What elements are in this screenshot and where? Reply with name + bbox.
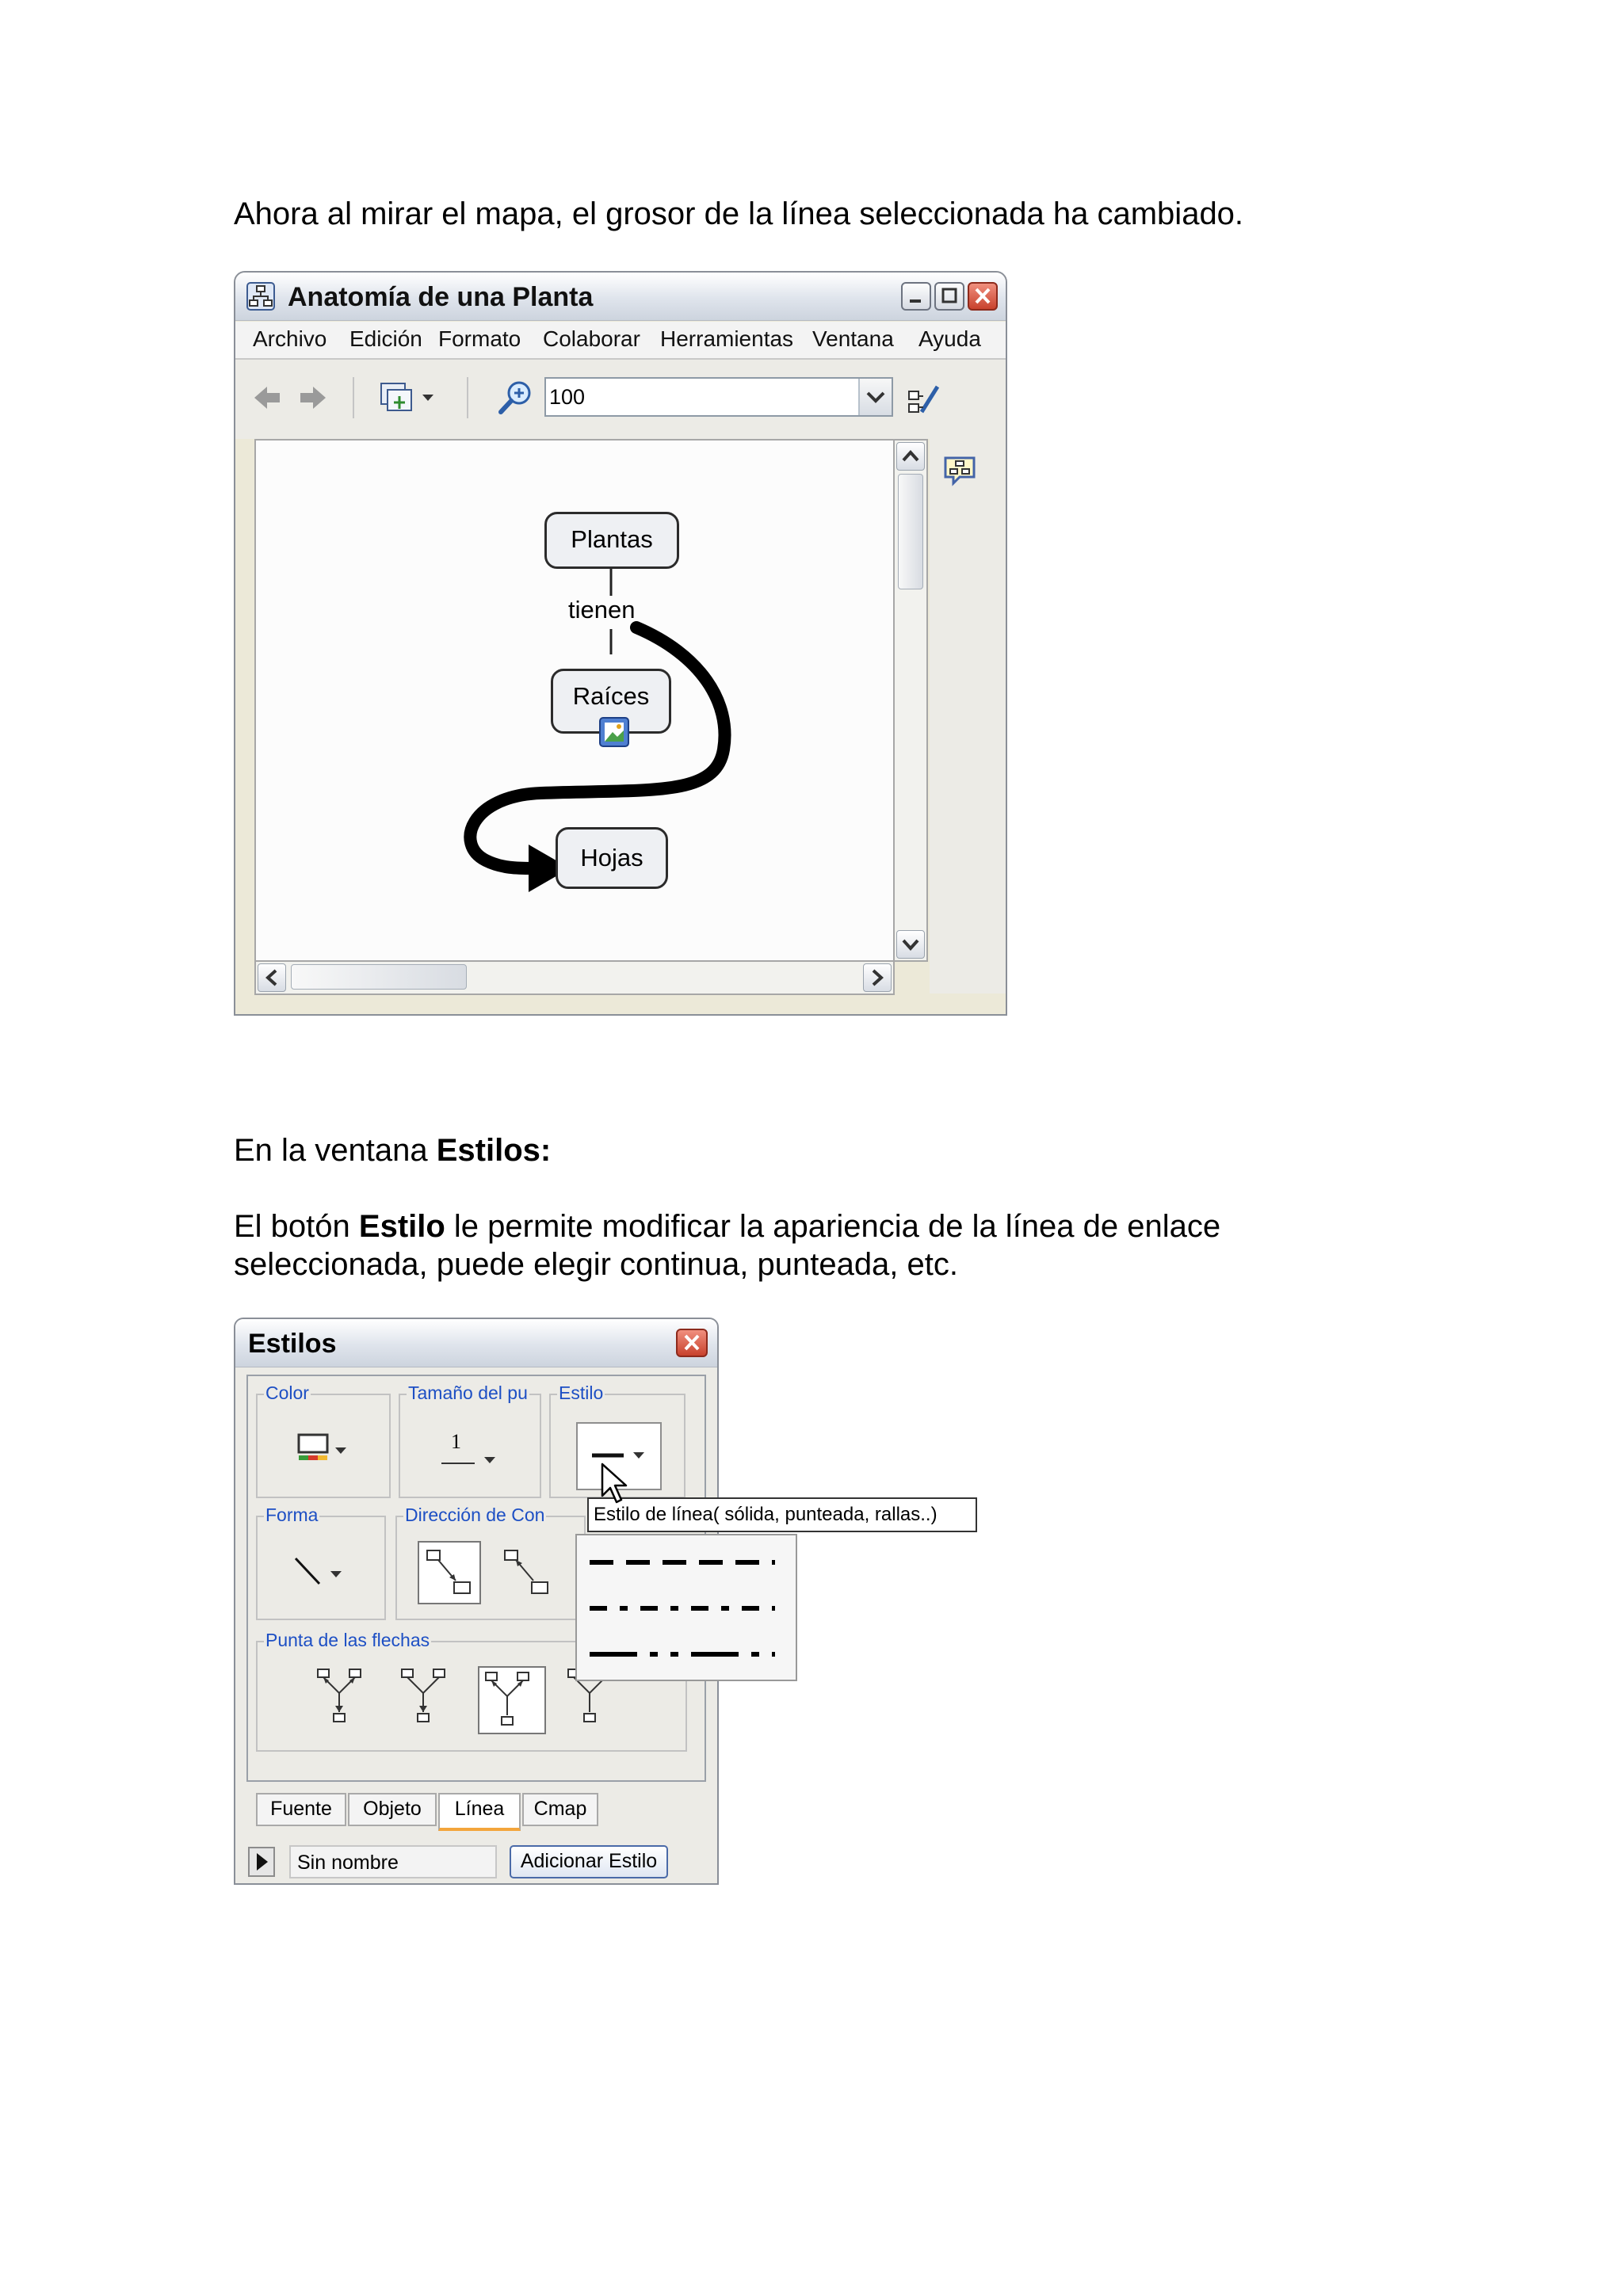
size-group bbox=[399, 1383, 541, 1498]
close-icon bbox=[678, 1330, 706, 1356]
scroll-left-button[interactable] bbox=[258, 963, 286, 992]
forward-arrow-icon[interactable] bbox=[297, 382, 329, 414]
chevron-right-icon bbox=[864, 964, 891, 991]
window-title: Anatomía de una Planta bbox=[288, 282, 594, 312]
size-label: Tamaño del pu bbox=[408, 1383, 528, 1403]
vertical-scroll-thumb[interactable] bbox=[898, 474, 923, 589]
image-resource-icon[interactable] bbox=[598, 716, 630, 748]
color-group bbox=[256, 1383, 391, 1498]
para3-suffix: le permite modificar la apariencia de la línea de enlace bbox=[445, 1209, 1221, 1244]
line-shape-icon[interactable] bbox=[289, 1552, 361, 1592]
color-label: Color bbox=[265, 1383, 309, 1403]
direction-backward-icon bbox=[497, 1543, 557, 1603]
view-options-icon[interactable] bbox=[378, 379, 441, 417]
chevron-down-icon bbox=[897, 931, 924, 958]
node-plantas[interactable]: Plantas bbox=[544, 512, 679, 569]
node-raices[interactable]: Raíces bbox=[551, 669, 671, 734]
menu-edicion[interactable]: Edición bbox=[349, 326, 422, 351]
zoom-select[interactable] bbox=[544, 377, 893, 417]
zoom-value: 100 bbox=[549, 385, 586, 409]
paragraph-estilos-window bbox=[234, 1131, 551, 1169]
direction-label: Dirección de Con bbox=[405, 1505, 545, 1525]
play-icon bbox=[250, 1848, 273, 1875]
chevron-left-icon bbox=[258, 964, 285, 991]
maximize-icon bbox=[936, 284, 963, 309]
line-style-dropdown-menu bbox=[575, 1534, 797, 1681]
tab-fuente[interactable]: Fuente bbox=[256, 1793, 346, 1826]
scroll-up-button[interactable] bbox=[896, 442, 925, 471]
shape-label: Forma bbox=[265, 1505, 319, 1525]
zoom-icon[interactable] bbox=[497, 379, 535, 417]
add-style-button[interactable]: Adicionar Estilo bbox=[510, 1845, 668, 1878]
tab-linea[interactable]: Línea bbox=[438, 1793, 521, 1831]
close-icon bbox=[969, 284, 996, 309]
arrowhead-target-icon[interactable] bbox=[397, 1666, 460, 1730]
scroll-down-button[interactable] bbox=[896, 930, 925, 959]
tab-objeto[interactable]: Objeto bbox=[348, 1793, 437, 1826]
chevron-up-icon bbox=[897, 443, 924, 470]
horizontal-scroll-thumb[interactable] bbox=[291, 964, 467, 990]
link-label-tienen[interactable]: tienen bbox=[568, 596, 636, 624]
side-panel bbox=[930, 439, 1007, 994]
para2-bold: Estilos: bbox=[436, 1133, 552, 1168]
para3-line2: seleccionada, puede elegir continua, punteada, etc. bbox=[234, 1247, 959, 1282]
close-button[interactable] bbox=[968, 282, 998, 311]
menu-ventana[interactable]: Ventana bbox=[812, 326, 894, 351]
para3-prefix: El botón bbox=[234, 1209, 359, 1244]
title-bar[interactable] bbox=[235, 273, 1006, 321]
vertical-scrollbar[interactable] bbox=[895, 439, 928, 962]
line-style-options bbox=[577, 1535, 796, 1680]
styles-window-title: Estilos bbox=[248, 1329, 337, 1359]
toolbar-separator bbox=[467, 377, 468, 418]
direction-forward-button[interactable] bbox=[418, 1541, 481, 1604]
paragraph-intro: Ahora al mirar el mapa, el grosor de la línea seleccionada ha cambiado. bbox=[234, 196, 1244, 231]
scroll-right-button[interactable] bbox=[863, 963, 892, 992]
para2-prefix: En la ventana bbox=[234, 1133, 437, 1168]
size-value[interactable]: 1 bbox=[451, 1430, 461, 1453]
direction-forward-icon bbox=[419, 1543, 479, 1603]
mouse-cursor-icon bbox=[599, 1461, 631, 1505]
arrowhead-source-button[interactable] bbox=[478, 1666, 546, 1734]
menu-formato[interactable]: Formato bbox=[438, 326, 521, 351]
arrowheads-label: Punta de las flechas bbox=[265, 1630, 430, 1650]
minimize-icon bbox=[903, 284, 930, 309]
direction-backward-button[interactable] bbox=[495, 1541, 559, 1604]
style-name-row bbox=[235, 1839, 717, 1883]
horizontal-scrollbar[interactable] bbox=[254, 962, 895, 995]
line-style-tooltip: Estilo de línea( sólida, punteada, rallas..) bbox=[587, 1497, 977, 1532]
chevron-down-icon bbox=[860, 379, 892, 415]
tab-cmap[interactable]: Cmap bbox=[522, 1793, 598, 1826]
size-dropdown-icon[interactable] bbox=[440, 1443, 519, 1474]
map-canvas[interactable] bbox=[254, 439, 895, 962]
expand-button[interactable] bbox=[248, 1847, 275, 1877]
styles-edit-icon[interactable] bbox=[906, 380, 944, 415]
back-arrow-icon[interactable] bbox=[251, 382, 283, 414]
color-picker-icon[interactable] bbox=[294, 1430, 357, 1470]
paragraph-estilo-button bbox=[234, 1207, 1220, 1283]
collaboration-icon[interactable] bbox=[942, 453, 977, 488]
menu-bar bbox=[235, 322, 1006, 360]
arrowhead-source-icon bbox=[479, 1668, 544, 1733]
toolbar bbox=[235, 360, 1006, 439]
node-hojas[interactable]: Hojas bbox=[556, 827, 668, 889]
zoom-dropdown-button[interactable] bbox=[858, 379, 892, 415]
style-label: Estilo bbox=[559, 1383, 604, 1403]
menu-herramientas[interactable]: Herramientas bbox=[660, 326, 794, 351]
toolbar-separator bbox=[353, 377, 354, 418]
styles-title-bar[interactable] bbox=[235, 1319, 717, 1367]
concept-map-window bbox=[234, 271, 1007, 1016]
menu-archivo[interactable]: Archivo bbox=[253, 326, 327, 351]
maximize-button[interactable] bbox=[934, 282, 964, 311]
style-name-field[interactable]: Sin nombre bbox=[289, 1845, 497, 1878]
direction-group bbox=[395, 1505, 586, 1620]
styles-close-button[interactable] bbox=[676, 1329, 708, 1357]
shape-group bbox=[256, 1505, 386, 1620]
menu-colaborar[interactable]: Colaborar bbox=[543, 326, 640, 351]
menu-ayuda[interactable]: Ayuda bbox=[918, 326, 981, 351]
minimize-button[interactable] bbox=[901, 282, 931, 311]
arrowhead-both-icon[interactable] bbox=[313, 1666, 376, 1730]
cmap-app-icon bbox=[246, 282, 275, 311]
para3-bold: Estilo bbox=[358, 1209, 445, 1244]
